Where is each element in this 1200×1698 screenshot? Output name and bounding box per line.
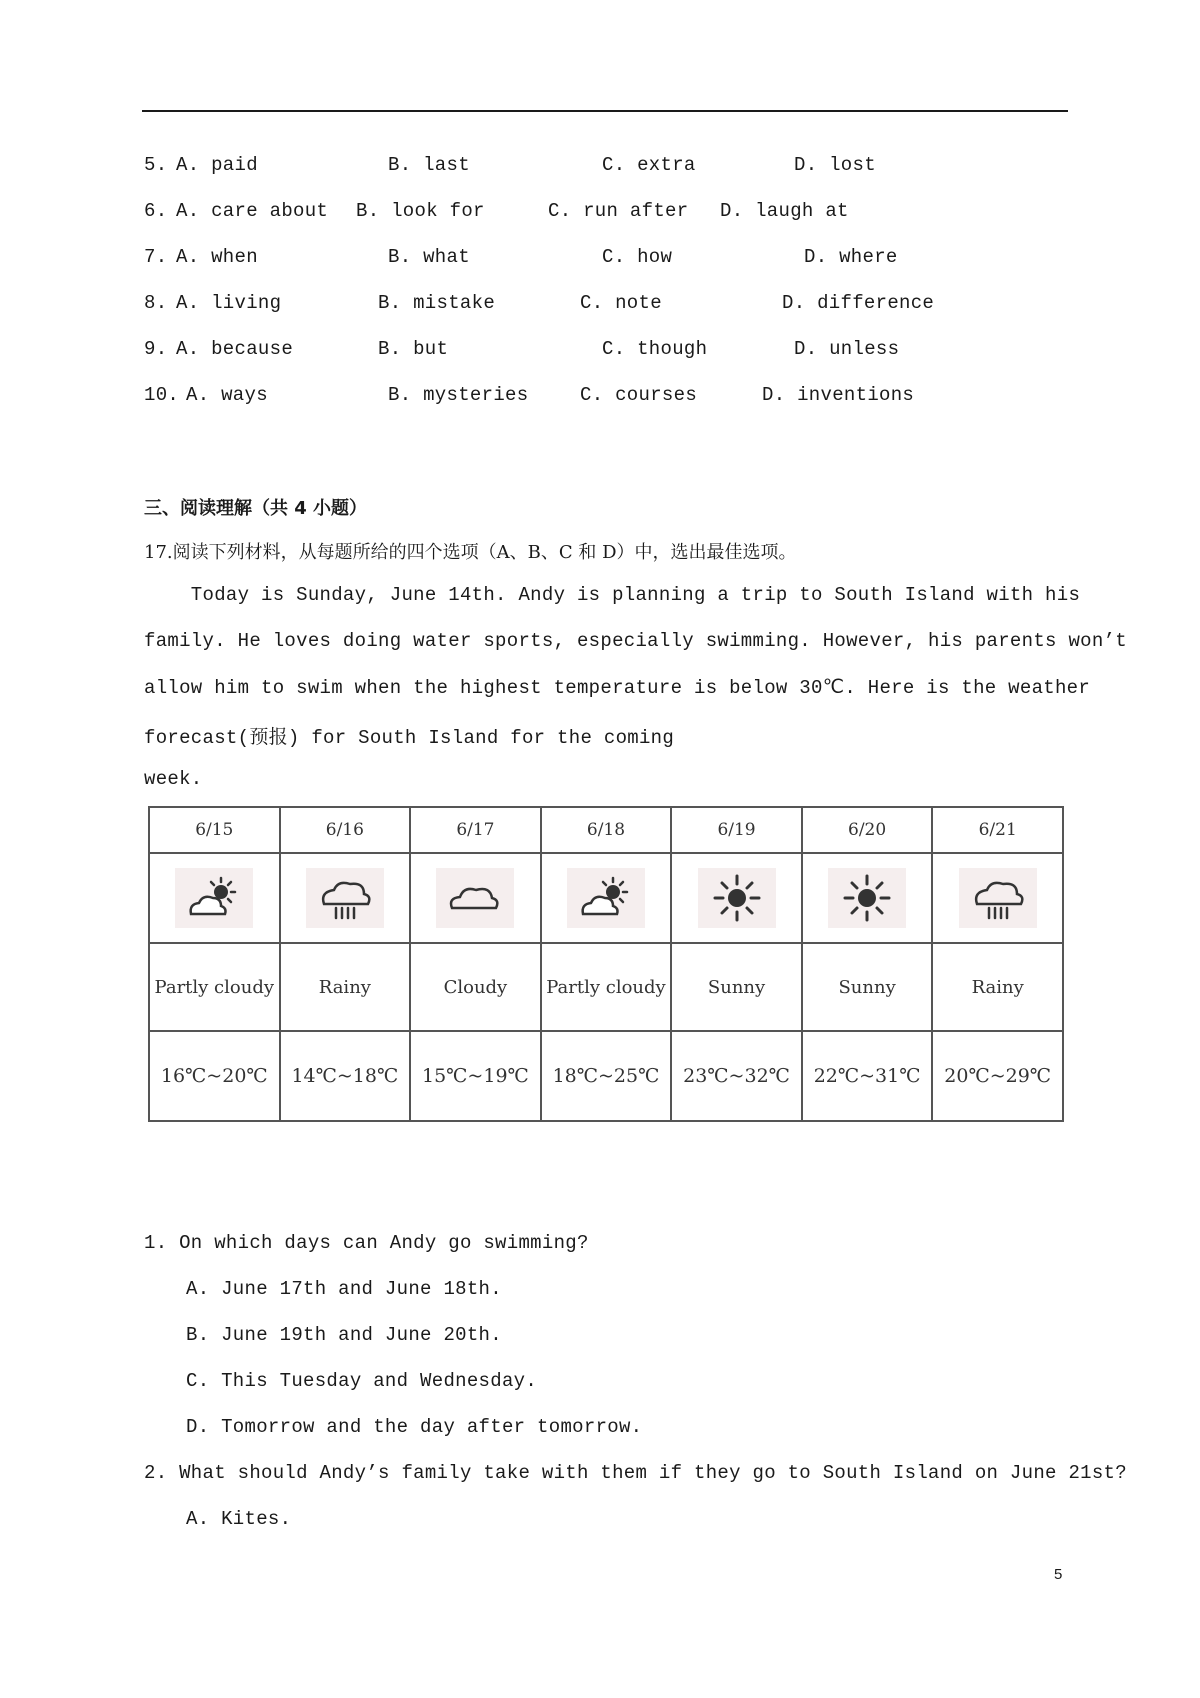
answer-option: A. June 17th and June 18th. (186, 1278, 502, 1300)
option-a: A. when (176, 246, 258, 268)
sun-icon (698, 868, 776, 928)
option-b: B. mysteries (388, 384, 529, 406)
option-c: C. extra (602, 154, 696, 176)
forecast-date: 6/20 (802, 807, 933, 853)
answer-option: A. Kites. (186, 1508, 292, 1530)
option-c: C. note (580, 292, 662, 314)
question-number: 6. (144, 200, 168, 222)
forecast-temp: 14℃~18℃ (280, 1031, 411, 1121)
option-d: D. where (804, 246, 898, 268)
option-d: D. lost (794, 154, 876, 176)
option-c: C. courses (580, 384, 698, 406)
forecast-icon-cell (280, 853, 411, 943)
forecast-icons-row (149, 853, 1063, 943)
vocab-row (0, 384, 1200, 414)
forecast-date: 6/18 (541, 807, 672, 853)
vocab-row (0, 246, 1200, 276)
question-stem: 1. On which days can Andy go swimming? (144, 1232, 589, 1254)
answer-option: B. June 19th and June 20th. (186, 1324, 502, 1346)
option-b: B. what (388, 246, 470, 268)
forecast-temp: 15℃~19℃ (410, 1031, 541, 1121)
forecast-condition: Partly cloudy (149, 943, 280, 1031)
option-b: B. last (388, 154, 470, 176)
partly-cloudy-icon (175, 868, 253, 928)
forecast-temp: 16℃~20℃ (149, 1031, 280, 1121)
passage-line: allow him to swim when the highest temperature is below 30℃. Here is the weather (144, 677, 1091, 699)
forecast-condition: Sunny (802, 943, 933, 1031)
option-d: D. difference (782, 292, 935, 314)
weather-forecast-table (148, 806, 1064, 1122)
option-b: B. look for (356, 200, 485, 222)
option-c: C. though (602, 338, 708, 360)
option-d: D. laugh at (720, 200, 849, 222)
forecast-temp: 18℃~25℃ (541, 1031, 672, 1121)
question-stem: 2. What should Andy’s family take with them if they go to South Island on June 21st? (144, 1462, 1127, 1484)
rain-icon (306, 868, 384, 928)
passage-line: forecast(预报) for South Island for the coming (144, 727, 675, 749)
forecast-date: 6/17 (410, 807, 541, 853)
answer-option: D. Tomorrow and the day after tomorrow. (186, 1416, 643, 1438)
sun-icon (828, 868, 906, 928)
option-a: A. care about (176, 200, 329, 222)
passage-line: Today is Sunday, June 14th. Andy is planning a trip to South Island with his (144, 584, 1081, 606)
forecast-temps-row (149, 1031, 1063, 1121)
header-rule (142, 110, 1068, 112)
question-number: 5. (144, 154, 168, 176)
answer-option: C. This Tuesday and Wednesday. (186, 1370, 538, 1392)
passage-line: family. He loves doing water sports, especially swimming. However, his parents won’t (144, 630, 1127, 652)
forecast-icon-cell (671, 853, 802, 943)
question-number: 9. (144, 338, 168, 360)
option-c: C. how (602, 246, 673, 268)
forecast-condition: Rainy (932, 943, 1063, 1031)
forecast-icon-cell (802, 853, 933, 943)
forecast-date: 6/16 (280, 807, 411, 853)
partly-cloudy-icon (567, 868, 645, 928)
forecast-icon-cell (932, 853, 1063, 943)
forecast-icon-cell (410, 853, 541, 943)
vocab-row (0, 154, 1200, 184)
forecast-icon-cell (149, 853, 280, 943)
question-number: 7. (144, 246, 168, 268)
forecast-temp: 22℃~31℃ (802, 1031, 933, 1121)
option-d: D. unless (794, 338, 900, 360)
forecast-condition: Partly cloudy (541, 943, 672, 1031)
section-title: 三、阅读理解（共 4 小题） (144, 498, 368, 519)
forecast-date: 6/21 (932, 807, 1063, 853)
cloud-icon (436, 868, 514, 928)
forecast-date: 6/19 (671, 807, 802, 853)
question-number: 8. (144, 292, 168, 314)
rain-icon (959, 868, 1037, 928)
instruction-text: 17.阅读下列材料，从每题所给的四个选项（A、B、C 和 D）中，选出最佳选项。 (144, 542, 797, 563)
passage-line: week. (144, 768, 203, 790)
option-a: A. because (176, 338, 294, 360)
forecast-date: 6/15 (149, 807, 280, 853)
forecast-icon-cell (541, 853, 672, 943)
vocab-row (0, 338, 1200, 368)
question-number: 10. (144, 384, 180, 406)
option-a: A. paid (176, 154, 258, 176)
page-number: 5 (1054, 1566, 1063, 1583)
forecast-condition: Rainy (280, 943, 411, 1031)
vocab-row (0, 200, 1200, 230)
forecast-condition: Sunny (671, 943, 802, 1031)
option-b: B. mistake (378, 292, 496, 314)
forecast-condition: Cloudy (410, 943, 541, 1031)
forecast-temp: 23℃~32℃ (671, 1031, 802, 1121)
vocab-row (0, 292, 1200, 322)
option-a: A. living (176, 292, 282, 314)
forecast-temp: 20℃~29℃ (932, 1031, 1063, 1121)
option-d: D. inventions (762, 384, 915, 406)
option-a: A. ways (186, 384, 268, 406)
option-c: C. run after (548, 200, 689, 222)
option-b: B. but (378, 338, 449, 360)
forecast-conditions-row (149, 943, 1063, 1031)
forecast-dates-row (149, 807, 1063, 853)
